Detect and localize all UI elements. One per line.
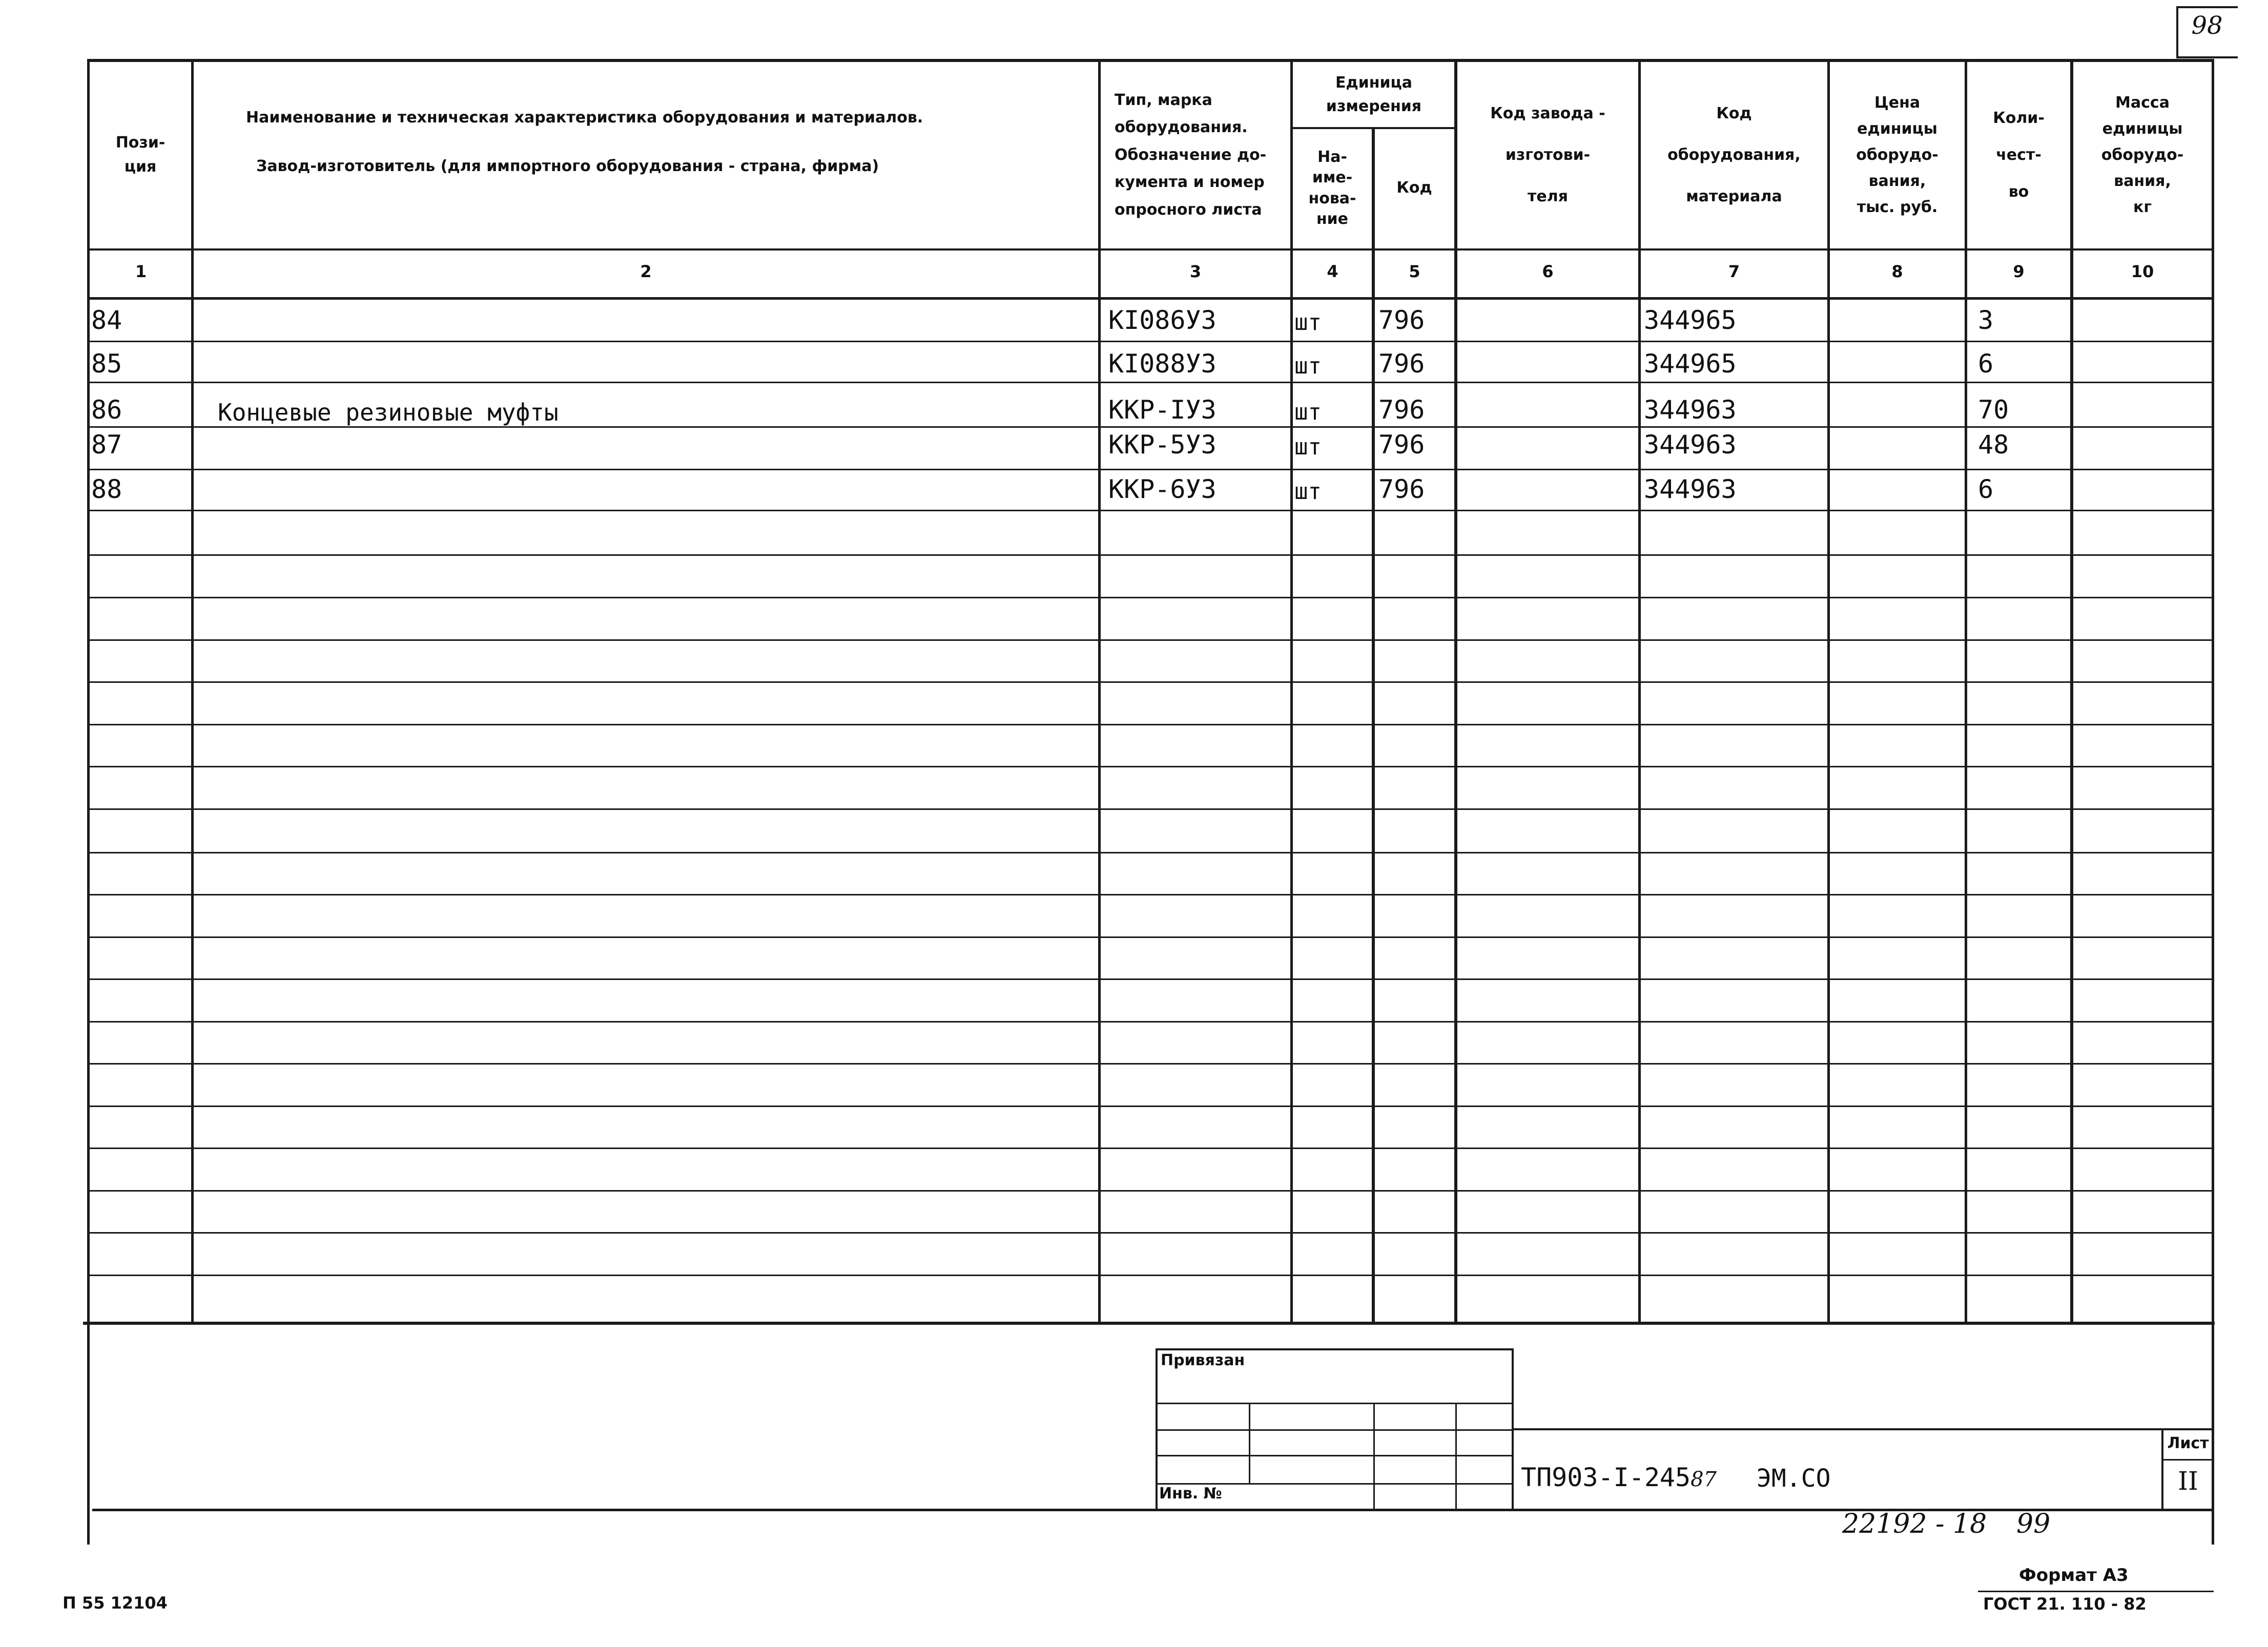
row-88-type: ККР-6У3 — [1108, 474, 1217, 504]
header-unit-code: Код — [1396, 179, 1432, 197]
row-rule — [88, 681, 2214, 683]
column-number-9: 9 — [2013, 262, 2025, 281]
row-rule — [88, 510, 2214, 511]
row-rule — [88, 554, 2214, 556]
header-plant-code: Код завода - изготови- теля — [1490, 105, 1605, 205]
column-number-2: 2 — [640, 262, 652, 281]
page-number: 98 — [2191, 11, 2223, 40]
header-name-line2: Завод-изготовитель (для импортного оборудования - страна, фирма) — [256, 157, 879, 175]
handwritten-page: 99 — [2016, 1509, 2051, 1539]
column-number-10: 10 — [2131, 262, 2154, 281]
header-price: Цена единицы оборудо- вания, тыс. руб. — [1856, 94, 1939, 216]
row-88-unit-code: 796 — [1378, 474, 1425, 504]
row-85-quantity: 6 — [1978, 349, 1994, 379]
row-86-name: Концевые резиновые муфты — [218, 399, 559, 426]
row-85-equipment-code: 344965 — [1644, 349, 1737, 379]
column-number-6: 6 — [1542, 262, 1554, 281]
row-87-unit: шт — [1294, 434, 1322, 460]
row-rule — [88, 978, 2214, 980]
row-84-unit-code: 796 — [1378, 305, 1425, 335]
column-number-8: 8 — [1891, 262, 1903, 281]
row-87-type: ККР-5У3 — [1108, 430, 1217, 460]
row-86-equipment-code: 344963 — [1644, 395, 1737, 425]
sheet-label: Лист — [2167, 1434, 2209, 1452]
row-87-quantity: 48 — [1978, 430, 2009, 460]
row-rule — [88, 852, 2214, 853]
document-suffix: ЭМ.СО — [1757, 1464, 1831, 1493]
row-85-position: 85 — [91, 349, 122, 379]
row-87-position: 87 — [91, 430, 122, 460]
row-84-type: КI086У3 — [1108, 305, 1217, 335]
row-84-equipment-code: 344965 — [1644, 305, 1737, 335]
row-rule — [88, 936, 2214, 938]
row-rule — [88, 724, 2214, 725]
header-type: Тип, марка оборудования. Обозначение до- кумента и номер опросного листа — [1115, 91, 1267, 219]
row-84-position: 84 — [91, 305, 122, 335]
row-rule — [88, 808, 2214, 810]
row-rule — [88, 1190, 2214, 1192]
header-mass: Масса единицы оборудо- вания, кг — [2101, 94, 2184, 216]
row-88-quantity: 6 — [1978, 474, 1994, 504]
row-rule — [88, 766, 2214, 767]
sheet-number: II — [2178, 1466, 2198, 1496]
row-84-unit: шт — [1294, 309, 1322, 336]
document-code-handwritten: 87 — [1690, 1468, 1717, 1491]
row-rule — [88, 639, 2214, 641]
row-rule — [88, 1275, 2214, 1276]
row-rule — [88, 597, 2214, 598]
footer-gost: ГОСТ 21. 110 - 82 — [1983, 1594, 2147, 1614]
header-quantity: Коли- чест- во — [1993, 109, 2045, 201]
row-rule — [88, 1021, 2214, 1023]
header-name-line1: Наименование и техническая характеристика оборудования и материалов. — [246, 108, 923, 127]
row-88-position: 88 — [91, 474, 122, 504]
row-rule — [88, 1063, 2214, 1065]
bound-label: Привязан — [1161, 1351, 1245, 1369]
row-84-quantity: 3 — [1978, 305, 1994, 335]
row-rule — [88, 382, 2214, 383]
header-unit: Единица измерения — [1326, 73, 1422, 115]
column-number-1: 1 — [135, 262, 147, 281]
row-85-type: КI088У3 — [1108, 349, 1217, 379]
row-rule — [88, 894, 2214, 895]
archive-number: 22192 - 18 — [1842, 1509, 1987, 1539]
row-85-unit: шт — [1294, 353, 1322, 379]
row-86-position: 86 — [91, 395, 122, 425]
row-87-equipment-code: 344963 — [1644, 430, 1737, 460]
column-number-4: 4 — [1327, 262, 1338, 281]
row-rule — [88, 1148, 2214, 1149]
header-equipment-code: Код оборудования, материала — [1667, 105, 1801, 205]
header-unit-name: На- име- нова- ние — [1308, 148, 1356, 228]
row-86-type: ККР-IУ3 — [1108, 395, 1217, 425]
row-86-quantity: 70 — [1978, 395, 2009, 425]
column-number-7: 7 — [1728, 262, 1740, 281]
footer-format: Формат А3 — [2019, 1565, 2129, 1586]
document-code-typed: ТП903-I-245 — [1521, 1463, 1691, 1492]
header-position: Пози- ция — [115, 134, 166, 176]
row-rule — [88, 469, 2214, 470]
column-number-3: 3 — [1189, 262, 1202, 281]
row-rule — [88, 1106, 2214, 1107]
row-rule — [88, 341, 2214, 342]
footer-left-code: П 55 12104 — [63, 1593, 168, 1613]
inventory-label: Инв. № — [1159, 1485, 1222, 1503]
document-code — [1521, 1463, 1717, 1492]
column-number-5: 5 — [1409, 262, 1420, 281]
row-rule — [88, 1232, 2214, 1234]
row-85-unit-code: 796 — [1378, 349, 1425, 379]
row-88-unit: шт — [1294, 478, 1322, 505]
row-86-unit-code: 796 — [1378, 395, 1425, 425]
row-87-unit-code: 796 — [1378, 430, 1425, 460]
row-86-unit: шт — [1294, 399, 1322, 425]
row-88-equipment-code: 344963 — [1644, 474, 1737, 504]
